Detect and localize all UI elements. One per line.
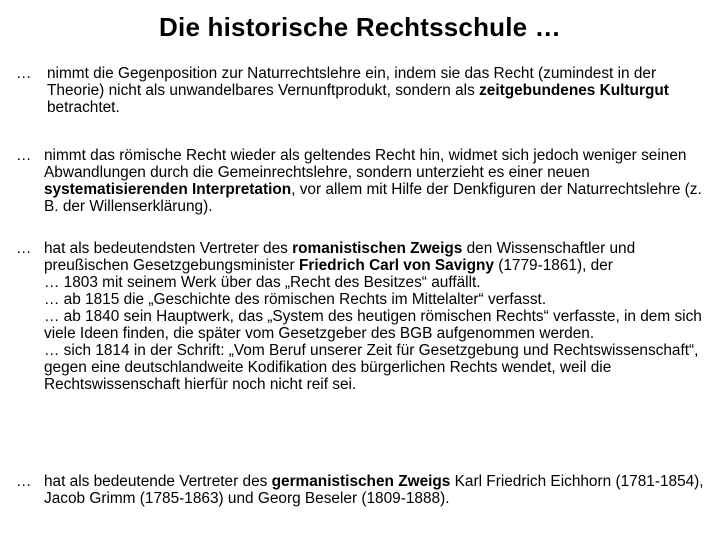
sub-point: … ab 1815 die „Geschichte des römischen Rechts im Mittelalter“ verfasst. bbox=[44, 291, 547, 308]
emphasis: romanistischen Zweigs bbox=[292, 240, 463, 257]
emphasis: zeitgebundenes Kulturgut bbox=[479, 82, 669, 99]
bullet-marker: … bbox=[16, 147, 32, 164]
point-1 bbox=[16, 65, 711, 116]
sub-point: … sich 1814 in der Schrift: „Vom Beruf unserer Zeit für Gesetzgebung und Rechtswissenschaft“, gegen eine deutschlandweite Kodifikation des bürgerlichen Rechts wendet, weil die Rechtswissenschaft hierfür noch nicht reif sei. bbox=[44, 342, 699, 393]
sub-point: … ab 1840 sein Hauptwerk, das „System des heutigen römischen Rechts“ verfasste, in dem sich viele Ideen finden, die später vom Gesetzgeber des BGB aufgenommen werden. bbox=[44, 308, 702, 342]
point-4-text: hat als bedeutende Vertreter des germanistischen Zweigs Karl Friedrich Eichhorn (1781-1854), Jacob Grimm (1785-1863) und Georg Beseler (1809-1888). bbox=[44, 473, 704, 507]
bullet-marker: … bbox=[16, 65, 32, 82]
bullet-marker: … bbox=[16, 473, 32, 490]
point-3 bbox=[16, 240, 716, 393]
bullet-marker: … bbox=[16, 240, 32, 257]
point-2 bbox=[16, 147, 716, 215]
emphasis: systematisierenden Interpretation bbox=[44, 181, 292, 198]
point-1-text: nimmt die Gegenposition zur Naturrechtslehre ein, indem sie das Recht (zumindest in der Theorie) nicht als unwandelbares Vernunftprodukt, sondern als zeitgebundenes Kulturgut betrachtet. bbox=[47, 65, 669, 116]
point-2-text: nimmt das römische Recht wieder als geltendes Recht hin, widmet sich jedoch weniger seinen Abwandlungen durch die Gemeinrechtslehre, sondern unterzieht es einer neuen systematisierenden Interpretation, vor allem mit Hilfe der Denkfiguren der Naturrechtslehre (z. B. der Willenserklärung). bbox=[44, 147, 702, 215]
slide-title: Die historische Rechtsschule … bbox=[159, 12, 561, 42]
point-3-text: hat als bedeutendsten Vertreter des romanistischen Zweigs den Wissenschaftler und preußischen Gesetzgebungsminister Friedrich Carl von Savigny (1779-1861), der bbox=[44, 240, 636, 274]
emphasis: germanistischen Zweigs bbox=[271, 473, 451, 490]
emphasis: Friedrich Carl von Savigny bbox=[298, 257, 494, 274]
sub-point: … 1803 mit seinem Werk über das „Recht des Besitzes“ auffällt. bbox=[44, 274, 481, 291]
point-4 bbox=[16, 473, 716, 507]
